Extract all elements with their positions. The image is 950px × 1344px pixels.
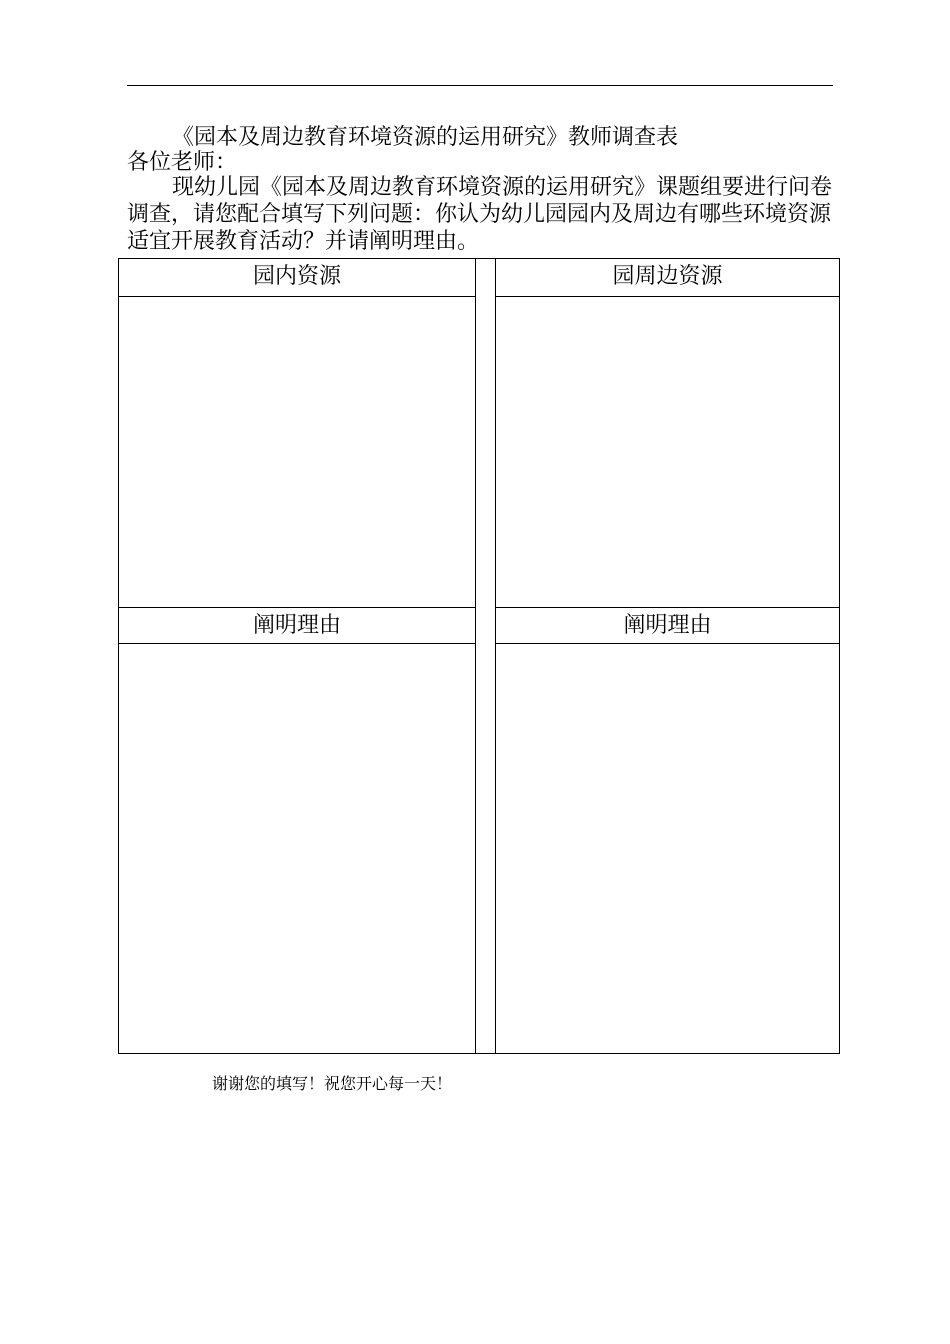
column-spacer: [475, 258, 496, 1054]
inner-resources-header: 园内资源: [119, 259, 475, 297]
thanks-note: 谢谢您的填写！祝您开心每一天！: [212, 1074, 453, 1093]
header-rule: [127, 85, 833, 86]
surrounding-resources-header: 园周边资源: [496, 259, 839, 297]
right-reason-answer-area[interactable]: [496, 644, 839, 1053]
document-title: 《园本及周边教育环境资源的运用研究》教师调查表: [172, 125, 679, 150]
left-reason-answer-area[interactable]: [119, 644, 475, 1053]
surrounding-resources-answer-area[interactable]: [496, 297, 839, 607]
left-reason-header: 阐明理由: [119, 607, 475, 644]
survey-table: [118, 258, 840, 1054]
left-column: [118, 258, 476, 1054]
inner-resources-answer-area[interactable]: [119, 297, 475, 607]
intro-paragraph: 现幼儿园《园本及周边教育环境资源的运用研究》课题组要进行问卷调查，请您配合填写下列问题：你认为幼儿园园内及周边有哪些环境资源适宜开展教育活动？并请阐明理由。: [127, 175, 833, 254]
greeting: 各位老师：: [127, 150, 238, 175]
right-column: [495, 258, 840, 1054]
right-reason-header: 阐明理由: [496, 607, 839, 644]
